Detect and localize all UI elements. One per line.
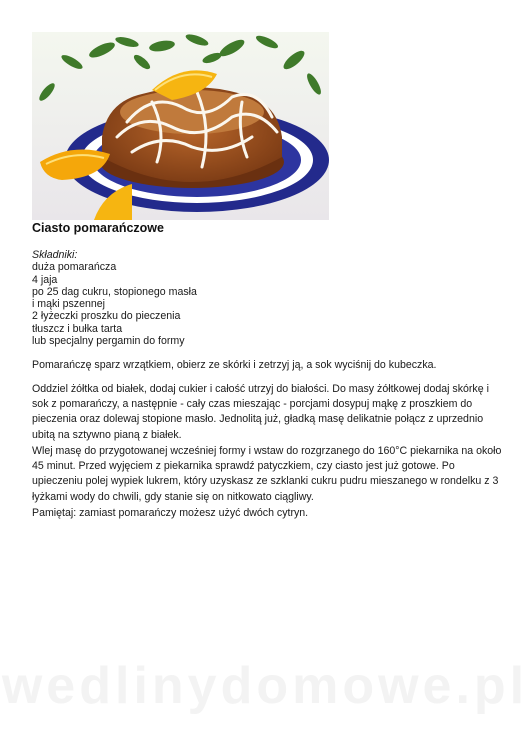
watermark: wedlinydomowe.pl	[1, 657, 529, 715]
instruction-paragraph: Pomarańczę sparz wrzątkiem, obierz ze skórki i zetrzyj ją, a sok wyciśnij do kubeczka.	[32, 359, 437, 371]
instruction-paragraph: Wlej masę do przygotowanej wcześniej formy i wstaw do rozgrzanego do 160°C piekarnika na około 45 minut. Przed wyjęciem z piekarnika sprawdź patyczkiem, czy ciasto jest już gotowe. Po upieczeniu polej wypiek lukrem, który uzyskasz ze szklanki cukru pudru mieszanego w rondelku z 3 łyżkami wody do chwili, gdy stanie się on nitkowato ciągliwy.	[32, 445, 502, 503]
ingredient-item: po 25 dag cukru, stopionego masła	[32, 285, 197, 298]
ingredient-item: lub specjalny pergamin do formy	[32, 335, 185, 348]
ingredient-item: i mąki pszennej	[32, 298, 106, 311]
instruction-paragraph: Oddziel żółtka od białek, dodaj cukier i całość utrzyj do białości. Do masy żółtkowej dodaj skórkę i sok z pomarańczy, a następnie - cały czas mieszając - porcjami dosypuj mąkę z proszkiem do pieczenia oraz dolewaj stopione masło. Jednolitą już, gładką masę delikatnie połącz z uprzednio ubitą na sztywno pianą z białek.	[32, 383, 489, 441]
recipe-title: Ciasto pomarańczowe	[32, 221, 164, 235]
cake-photo	[32, 32, 329, 220]
ingredient-item: 2 łyżeczki proszku do pieczenia	[32, 310, 181, 323]
ingredient-item: 4 jaja	[32, 273, 58, 286]
orange-cake-illustration	[32, 32, 329, 220]
ingredients-list	[32, 249, 197, 347]
cake	[100, 87, 284, 188]
tip-paragraph: Pamiętaj: zamiast pomarańczy możesz użyć dwóch cytryn.	[32, 507, 309, 519]
ingredient-item: duża pomarańcza	[32, 261, 117, 274]
ingredients-label: Składniki:	[32, 249, 78, 261]
ingredient-item: tłuszcz i bułka tarta	[32, 322, 123, 335]
